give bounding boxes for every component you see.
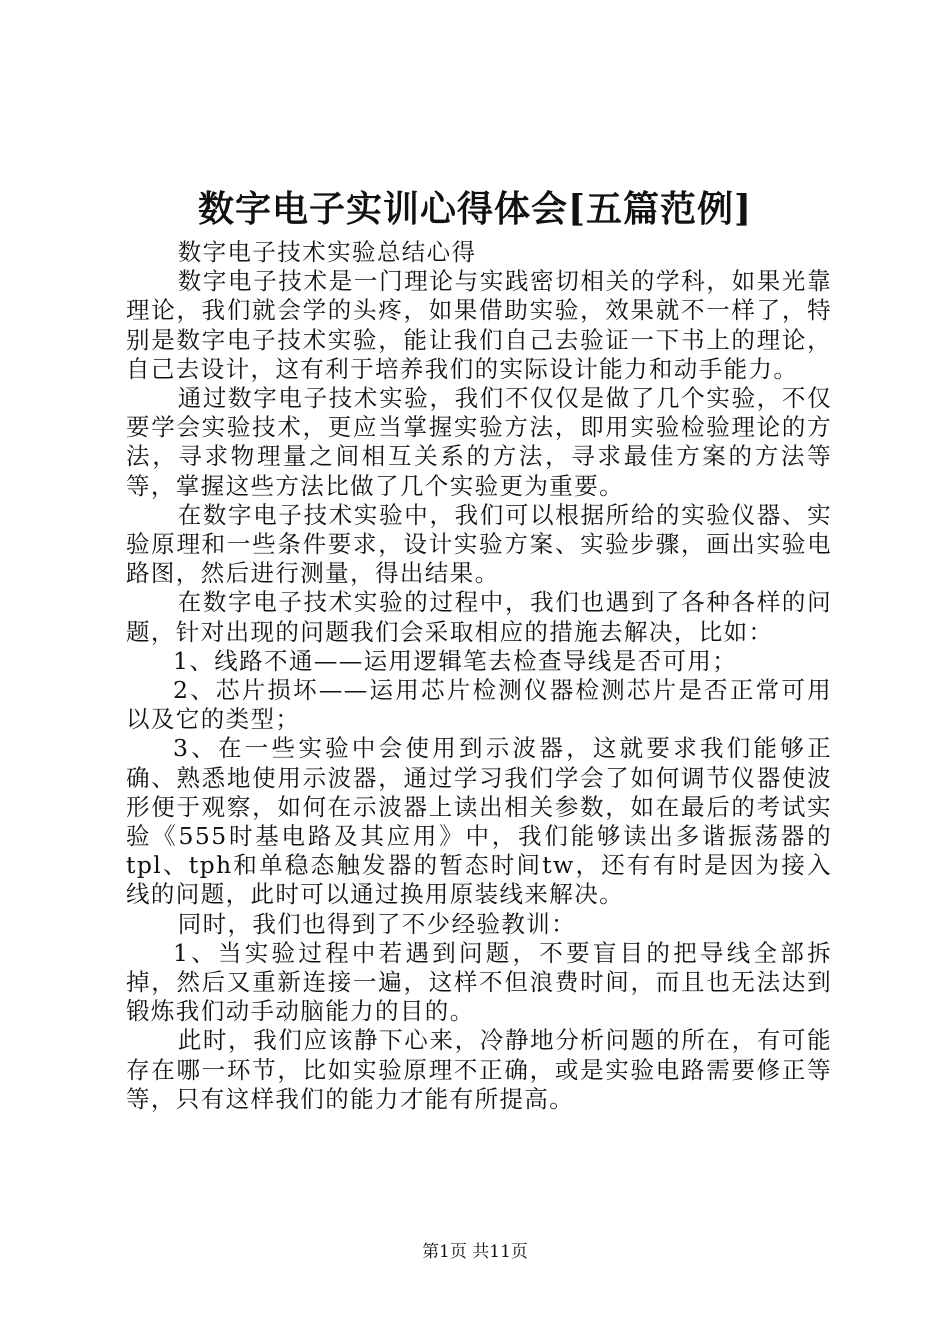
document-body xyxy=(126,238,832,1114)
paragraph-conclusion: 此时，我们应该静下心来，冷静地分析问题的所在，有可能存在哪一环节，比如实验原理不正确，或是实验电路需要修正等等，只有这样我们的能力才能有所提高。 xyxy=(126,1026,832,1113)
section-heading: 数字电子技术实验总结心得 xyxy=(177,238,477,266)
paragraph-design: 在数字电子技术实验中，我们可以根据所给的实验仪器、实验原理和一些条件要求，设计实验方案、实验步骤，画出实验电路图，然后进行测量，得出结果。 xyxy=(126,500,832,588)
document-title: 数字电子实训心得体会[五篇范例] xyxy=(197,188,753,230)
list-item-wiring: 1、线路不通——运用逻辑笔去检查导线是否可用； xyxy=(173,646,738,675)
paragraph-problems: 在数字电子技术实验的过程中，我们也遇到了各种各样的问题，针对出现的问题我们会采取相应的措施去解决，比如： xyxy=(126,588,832,646)
list-item-chip: 2、芯片损坏——运用芯片检测仪器检测芯片是否正常可用以及它的类型； xyxy=(126,676,832,734)
page-footer: 第1页 共11页 xyxy=(422,1242,528,1262)
paragraph-lessons: 同时，我们也得到了不少经验教训： xyxy=(177,909,577,938)
paragraph-methods: 通过数字电子技术实验，我们不仅仅是做了几个实验，不仅要学会实验技术，更应当掌握实验方法，即用实验检验理论的方法，寻求物理量之间相互关系的方法，寻求最佳方案的方法等等，掌握这些方法比做了几个实验更为重要。 xyxy=(126,384,832,500)
list-item-oscilloscope: 3、在一些实验中会使用到示波器，这就要求我们能够正确、熟悉地使用示波器，通过学习我们学会了如何调节仪器使波形便于观察，如何在示波器上读出相关参数，如在最后的考试实验《555时基电路及其应用》中，我们能够读出多谐振荡器的tpl、tph和单稳态触发器的暂态时间tw，还有有时是因为接入线的问题，此时可以通过换用原装线来解决。 xyxy=(126,734,832,909)
list-item-lesson-1: 1、当实验过程中若遇到问题，不要盲目的把导线全部拆掉，然后又重新连接一遍，这样不但浪费时间，而且也无法达到锻炼我们动手动脑能力的目的。 xyxy=(126,938,832,1026)
paragraph-intro: 数字电子技术是一门理论与实践密切相关的学科，如果光靠理论，我们就会学的头疼，如果借助实验，效果就不一样了，特别是数字电子技术实验，能让我们自己去验证一下书上的理论，自己去设计，这有利于培养我们的实际设计能力和动手能力。 xyxy=(126,267,832,383)
